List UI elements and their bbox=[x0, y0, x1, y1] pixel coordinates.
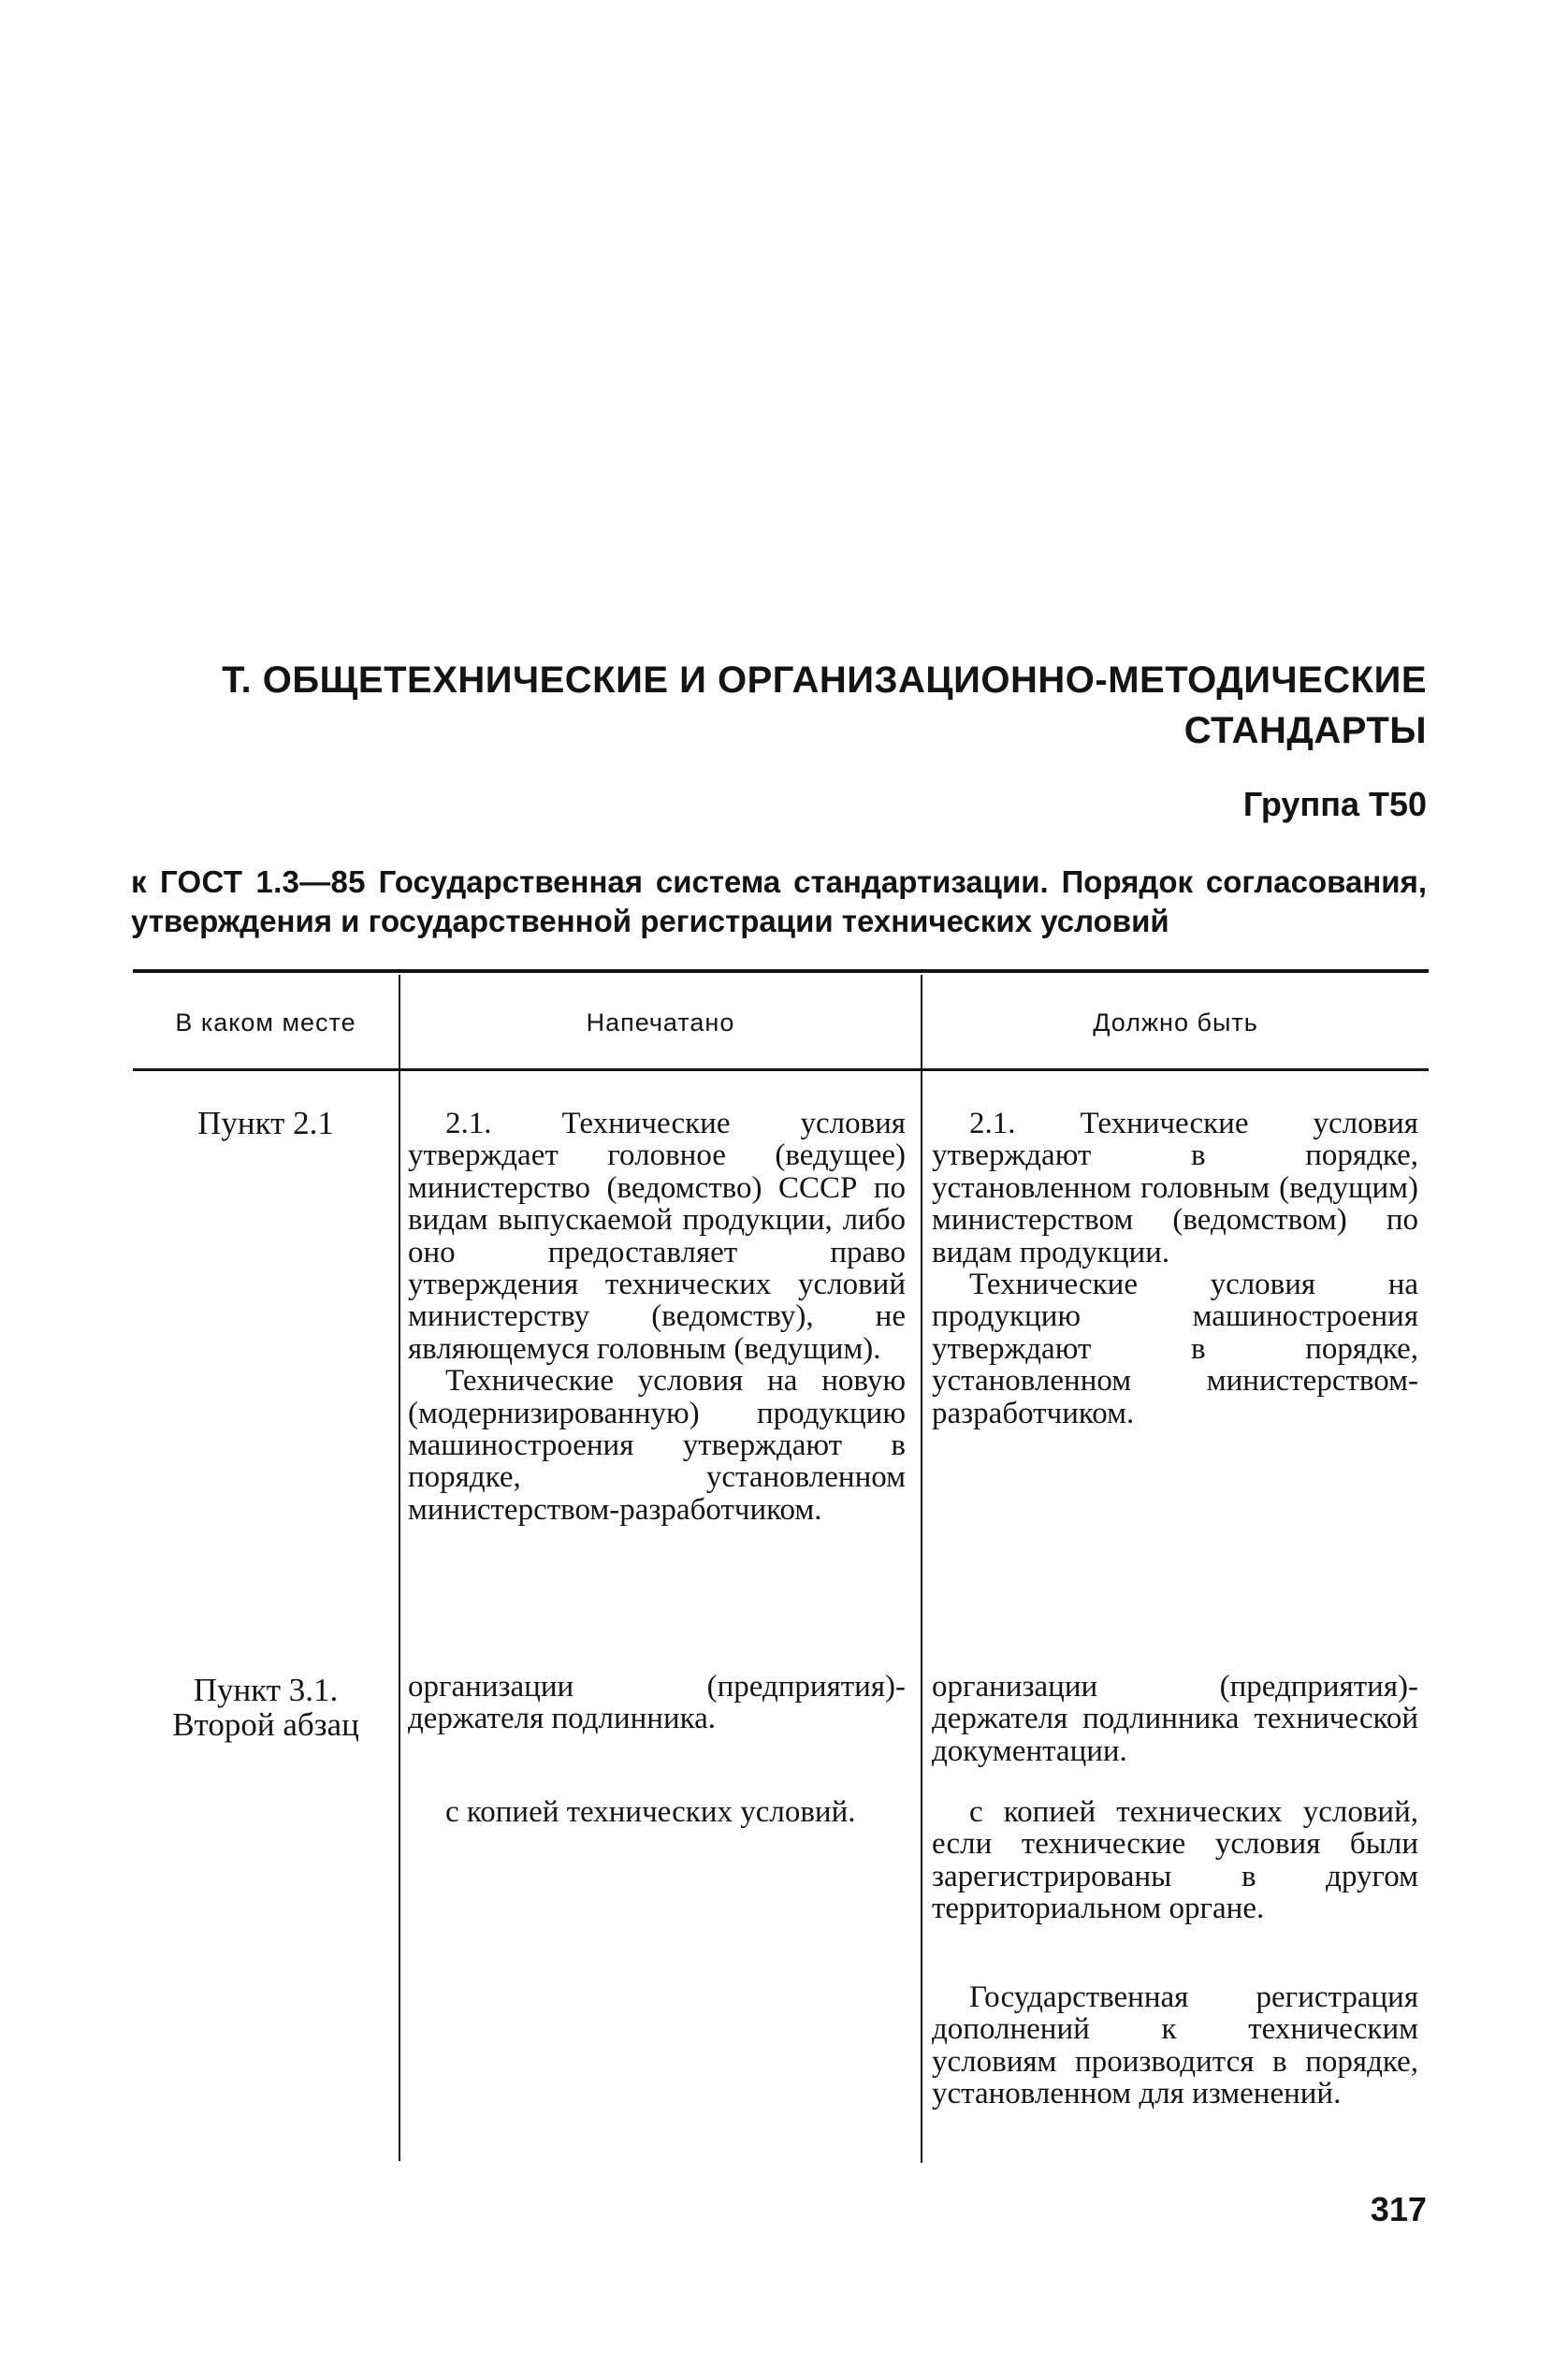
column-divider-1 bbox=[399, 975, 400, 2161]
gost-title: Государственная система стандартизации. Порядок согласования, утверждения и государственной регистрации технических условий bbox=[131, 864, 1427, 938]
table-header-rule bbox=[133, 1068, 1429, 1071]
row-2-corrected-third bbox=[932, 1981, 1418, 2110]
row-1-location-line: Пункт 2.1 bbox=[197, 1105, 334, 1141]
column-divider-2 bbox=[921, 975, 922, 2163]
row-1-printed-para-2: Технические условия на новую (модернизированную) продукцию машиностроения утверждают в порядке, установленном министерством-разработчиком. bbox=[408, 1364, 906, 1527]
table-top-rule bbox=[133, 969, 1429, 973]
row-2-location-line-2: Второй абзац bbox=[172, 1706, 359, 1743]
row-2-corrected-second bbox=[932, 1796, 1418, 1925]
section-title-line-1: Т. ОБЩЕТЕХНИЧЕСКИЕ И ОРГАНИЗАЦИОННО-МЕТОДИЧЕСКИЕ bbox=[222, 660, 1427, 701]
row-2-printed-para-1: организации (предприятия)-держателя подлинника. bbox=[408, 1670, 906, 1736]
section-title bbox=[131, 655, 1427, 756]
row-2-location bbox=[133, 1673, 399, 1742]
row-1-corrected-para-1: 2.1. Технические условия утверждают в порядке, установленном головным (ведущим) министерством (ведомством) по видам продукции. bbox=[932, 1107, 1418, 1269]
row-2-location-line-1: Пункт 3.1. bbox=[193, 1672, 339, 1708]
row-2-corrected-2-para-1: с копией технических условий, если технические условия были зарегистрированы в другом территориальном органе. bbox=[932, 1795, 1418, 1926]
column-header-corrected: Должно быть bbox=[1093, 1008, 1258, 1037]
gost-number: к ГОСТ 1.3—85 bbox=[131, 864, 366, 899]
group-label: Группа Т50 bbox=[1242, 785, 1427, 823]
section-title-line-2: СТАНДАРТЫ bbox=[1183, 710, 1427, 751]
page-number: 317 bbox=[1370, 2190, 1427, 2228]
document-reference bbox=[131, 863, 1427, 941]
column-header-printed: Напечатано bbox=[586, 1008, 735, 1037]
row-2-printed-second bbox=[408, 1796, 906, 1828]
row-1-printed-para-1: 2.1. Технические условия утверждает головное (ведущее) министерство (ведомство) СССР по видам выпускаемой продукции, либо оно предоставляет право утверждения технических условий министерству (ведомству), не являющемуся головным (ведущим). bbox=[408, 1107, 906, 1366]
row-2-corrected bbox=[932, 1671, 1418, 1767]
row-1-location bbox=[133, 1106, 399, 1140]
row-2-printed-2-para-1: с копией технических условий. bbox=[445, 1795, 856, 1829]
column-header-location: В каком месте bbox=[175, 1008, 356, 1037]
row-1-printed bbox=[408, 1108, 906, 1526]
row-1-corrected bbox=[932, 1108, 1418, 1429]
row-2-corrected-para-1: организации (предприятия)-держателя подлинника технической документации. bbox=[932, 1670, 1418, 1768]
row-1-corrected-para-2: Технические условия на продукцию машиностроения утверждают в порядке, установленном министерством-разработчиком. bbox=[932, 1268, 1418, 1430]
row-2-printed bbox=[408, 1671, 906, 1735]
row-2-corrected-2-para-2: Государственная регистрация дополнений к техническим условиям производится в порядке, установленном для изменений. bbox=[932, 1980, 1418, 2111]
